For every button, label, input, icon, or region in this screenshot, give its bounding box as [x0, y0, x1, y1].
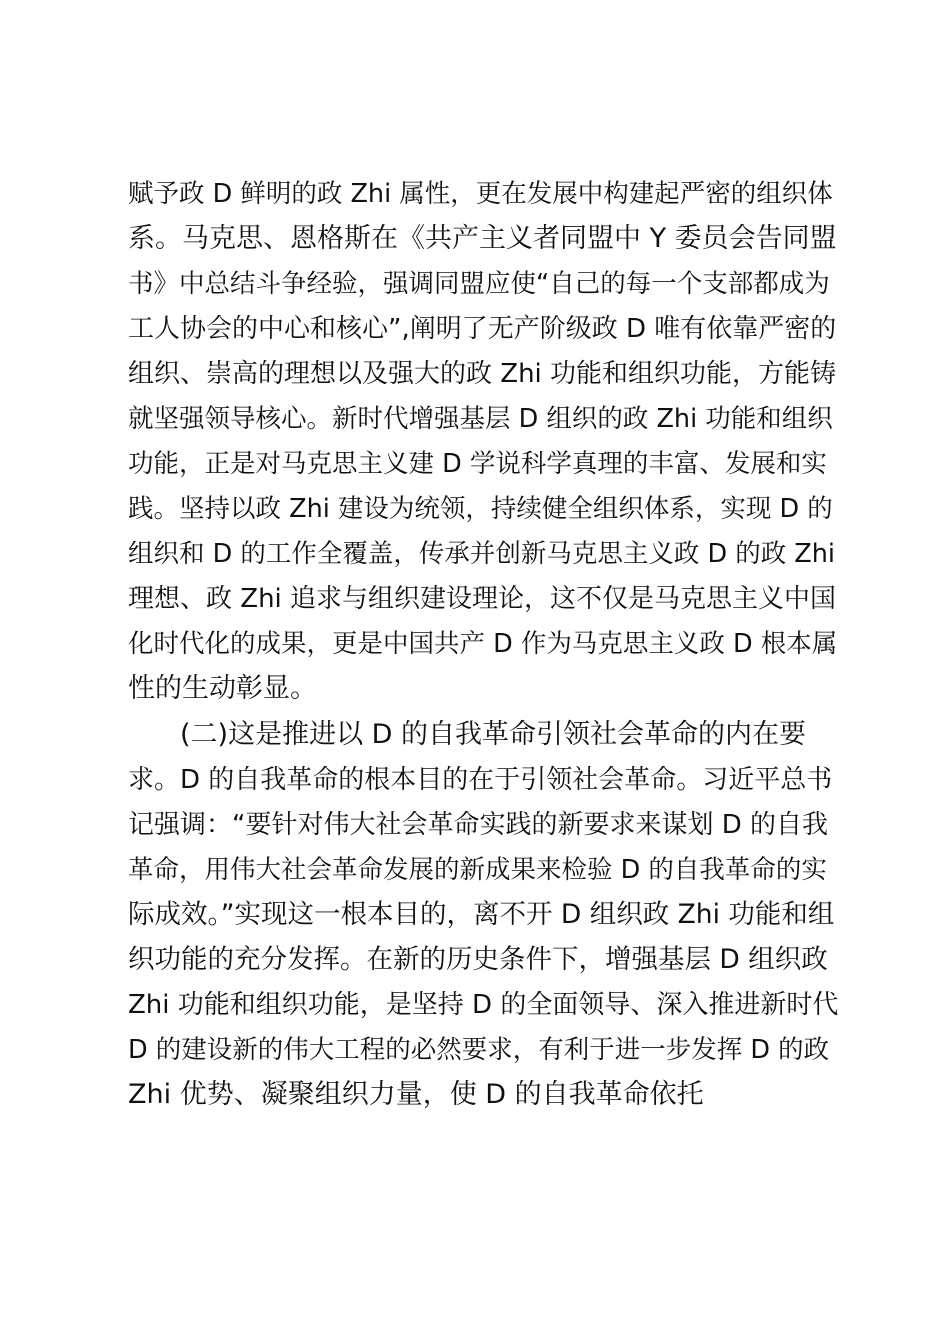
text-line: 求。D 的自我革命的根本目的在于引领社会革命。习近平总书	[128, 765, 833, 795]
text-line: 赋予政 D 鲜明的政 Zhi 属性，更在发展中构建起严密的组织体	[128, 179, 833, 209]
section-heading-line: (二)这是推进以 D 的自我革命引领社会革命的内在要	[180, 719, 807, 750]
text-line: D 的建设新的伟大工程的必然要求，有利于进一步发挥 D 的政	[128, 1035, 830, 1065]
text-line: 革命，用伟大社会革命发展的新成果来检验 D 的自我革命的实	[128, 855, 827, 885]
text-line: 组织和 D 的工作全覆盖，传承并创新马克思主义政 D 的政 Zhi	[128, 539, 836, 569]
text-line: 理想、政 Zhi 追求与组织建设理论，这不仅是马克思主义中国	[128, 584, 837, 614]
text-line: 化时代化的成果，更是中国共产 D 作为马克思主义政 D 根本属	[128, 629, 838, 659]
text-line: 书》中总结斗争经验，强调同盟应使“自己的每一个支部都成为	[128, 269, 830, 299]
text-line: Zhi 优势、凝聚组织力量，使 D 的自我革命依托	[128, 1079, 704, 1110]
text-line: 践。坚持以政 Zhi 建设为统领，持续健全组织体系，实现 D 的	[128, 494, 833, 524]
text-line: 织功能的充分发挥。在新的历史条件下，增强基层 D 组织政	[128, 944, 828, 975]
text-line: Zhi 功能和组织功能，是坚持 D 的全面领导、深入推进新时代	[128, 990, 839, 1020]
text-line: 记强调：“要针对伟大社会革命实践的新要求来谋划 D 的自我	[128, 810, 829, 840]
text-line: 工人协会的中心和核心”,阐明了无产阶级政 D 唯有依靠严密的	[128, 314, 837, 344]
text-line: 系。马克思、恩格斯在《共产主义者同盟中 Y 委员会告同盟	[128, 223, 837, 254]
text-line: 就坚强领导核心。新时代增强基层 D 组织的政 Zhi 功能和组织	[128, 404, 833, 434]
text-line: 功能，正是对马克思主义建 D 学说科学真理的丰富、发展和实	[128, 449, 827, 479]
text-line: 组织、崇高的理想以及强大的政 Zhi 功能和组织功能，方能铸	[128, 359, 837, 389]
text-line: 际成效。”实现这一根本目的，离不开 D 组织政 Zhi 功能和组	[128, 899, 835, 930]
text-line: 性的生动彰显。	[128, 673, 317, 704]
